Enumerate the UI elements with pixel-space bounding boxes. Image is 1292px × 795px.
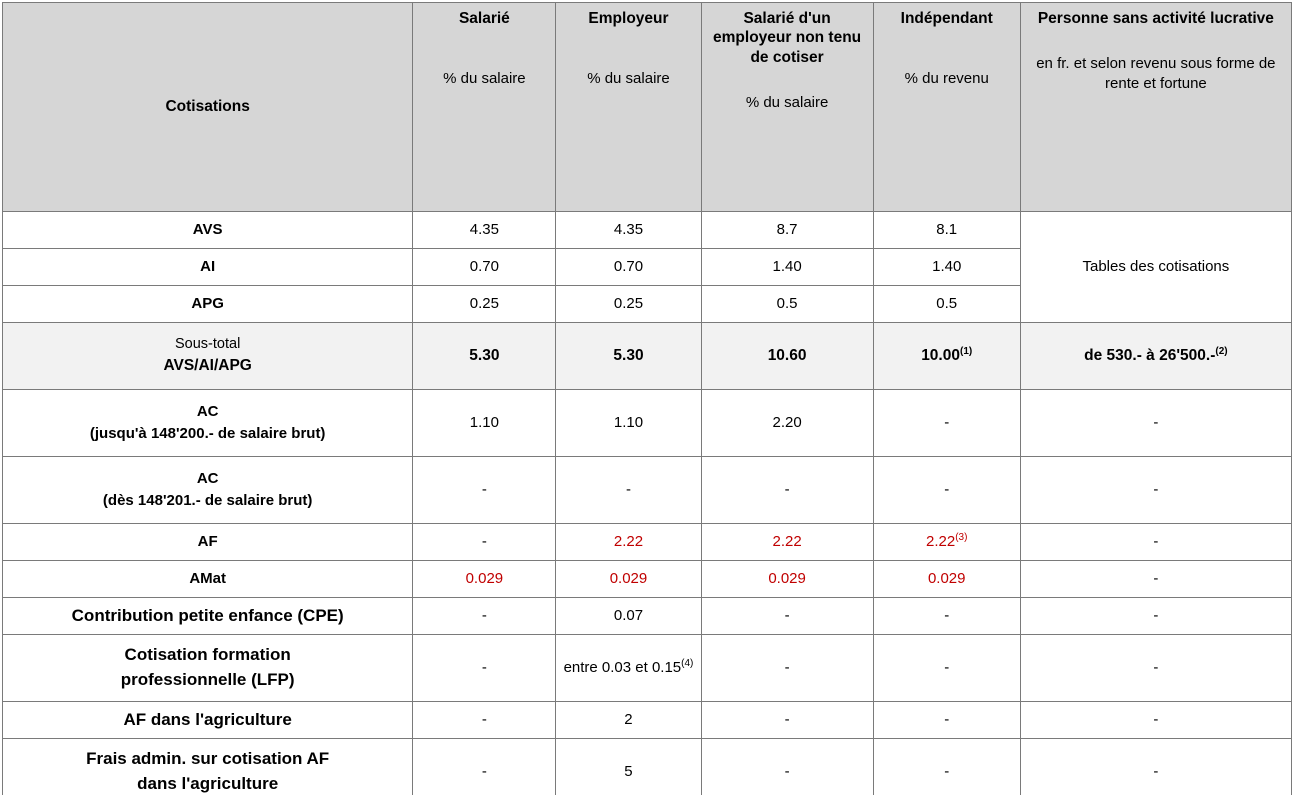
cell-ac1-salarie-non-tenu: 2.20 — [701, 390, 873, 457]
row-label-sous-total-line2: AVS/AI/APG — [163, 357, 252, 375]
table-row — [3, 739, 1292, 795]
cell-cpe-independant: - — [873, 598, 1020, 635]
cell-soustotal-employeur: 5.30 — [556, 323, 701, 390]
cell-ac2-sans-activite: - — [1020, 457, 1291, 524]
cell-af-sans-activite: - — [1020, 524, 1291, 561]
table-row — [3, 524, 1292, 561]
column-header-employeur — [556, 3, 701, 212]
cell-avs-employeur: 4.35 — [556, 212, 701, 249]
cell-apg-salarie: 0.25 — [413, 286, 556, 323]
cell-ac1-salarie: 1.10 — [413, 390, 556, 457]
cell-afagri-independant: - — [873, 702, 1020, 739]
cell-ac2-employeur: - — [556, 457, 701, 524]
column-header-cotisations — [3, 3, 413, 212]
cotisations-table — [2, 2, 1292, 795]
column-header-salarie-note: % du salaire — [443, 70, 526, 88]
cell-af-independant-value: 2.22 — [925, 533, 956, 551]
cell-afagri-employeur: 2 — [556, 702, 701, 739]
cell-apg-employeur: 0.25 — [556, 286, 701, 323]
cell-ac2-salarie: - — [413, 457, 556, 524]
cell-amat-independant: 0.029 — [873, 561, 1020, 598]
row-label-lfp — [3, 635, 413, 702]
row-label-amat: AMat — [3, 561, 413, 598]
column-header-independant-note: % du revenu — [904, 70, 989, 88]
table-row — [3, 702, 1292, 739]
table-row — [3, 635, 1292, 702]
footnote-marker-2: (2) — [1215, 346, 1228, 358]
cell-lfp-salarie: - — [413, 635, 556, 702]
table-row — [3, 598, 1292, 635]
cell-avs-salarie-non-tenu: 8.7 — [701, 212, 873, 249]
cell-ac2-independant: - — [873, 457, 1020, 524]
cell-ai-independant: 1.40 — [873, 249, 1020, 286]
cell-cpe-employeur: 0.07 — [556, 598, 701, 635]
row-label-ac-des-line2: (dès 148'201.- de salaire brut) — [102, 492, 313, 509]
cell-soustotal-sans-activite — [1020, 323, 1291, 390]
table-row-subtotal — [3, 323, 1292, 390]
row-label-af: AF — [3, 524, 413, 561]
cell-afagri-sans-activite: - — [1020, 702, 1291, 739]
row-label-ac-jusqua — [3, 390, 413, 457]
cell-avs-independant: 8.1 — [873, 212, 1020, 249]
footnote-marker-4: (4) — [681, 658, 694, 670]
cell-tables-des-cotisations: Tables des cotisations — [1020, 212, 1291, 323]
cell-lfp-salarie-non-tenu: - — [701, 635, 873, 702]
row-label-sous-total — [3, 323, 413, 390]
column-header-employeur-title: Employeur — [588, 10, 669, 27]
row-label-cpe: Contribution petite enfance (CPE) — [3, 598, 413, 635]
cell-ac1-employeur: 1.10 — [556, 390, 701, 457]
row-label-af-agriculture: AF dans l'agriculture — [3, 702, 413, 739]
column-header-salarie-non-tenu-title: Salarié d'un employeur non tenu de cotiser — [713, 10, 862, 66]
column-header-independant — [873, 3, 1020, 212]
cell-afagri-salarie: - — [413, 702, 556, 739]
cell-ac2-salarie-non-tenu: - — [701, 457, 873, 524]
cell-af-salarie: - — [413, 524, 556, 561]
column-header-employeur-note: % du salaire — [587, 70, 670, 88]
cell-frais-independant: - — [873, 739, 1020, 795]
row-label-lfp-line2: professionnelle (LFP) — [120, 670, 295, 689]
cell-soustotal-independant — [873, 323, 1020, 390]
row-label-apg: APG — [3, 286, 413, 323]
cell-ai-salarie: 0.70 — [413, 249, 556, 286]
footnote-marker-3: (3) — [955, 532, 968, 544]
cell-amat-salarie-non-tenu: 0.029 — [701, 561, 873, 598]
cell-lfp-employeur — [556, 635, 701, 702]
column-header-salarie-non-tenu — [701, 3, 873, 212]
table-row — [3, 390, 1292, 457]
cell-cpe-sans-activite: - — [1020, 598, 1291, 635]
cell-amat-salarie: 0.029 — [413, 561, 556, 598]
cell-amat-sans-activite: - — [1020, 561, 1291, 598]
cell-soustotal-independant-value: 10.00 — [921, 347, 960, 365]
cell-apg-salarie-non-tenu: 0.5 — [701, 286, 873, 323]
table-row — [3, 212, 1292, 249]
row-label-lfp-line1: Cotisation formation — [124, 645, 291, 665]
cell-soustotal-salarie-non-tenu: 10.60 — [701, 323, 873, 390]
row-label-ai: AI — [3, 249, 413, 286]
row-label-ac-jusqua-line1: AC — [196, 403, 219, 421]
cell-lfp-sans-activite: - — [1020, 635, 1291, 702]
row-label-avs: AVS — [3, 212, 413, 249]
cell-af-salarie-non-tenu: 2.22 — [701, 524, 873, 561]
row-label-frais-admin-line1: Frais admin. sur cotisation AF — [86, 749, 330, 769]
cell-ac1-sans-activite: - — [1020, 390, 1291, 457]
table-header-row — [3, 3, 1292, 212]
column-header-salarie-non-tenu-note: % du salaire — [745, 94, 829, 112]
cell-frais-salarie: - — [413, 739, 556, 795]
column-header-salarie-title: Salarié — [458, 10, 510, 27]
footnote-marker-1: (1) — [959, 346, 973, 358]
row-label-frais-admin-af-agriculture — [3, 739, 413, 795]
row-label-ac-des-line1: AC — [196, 470, 219, 488]
cell-afagri-salarie-non-tenu: - — [701, 702, 873, 739]
cell-ai-salarie-non-tenu: 1.40 — [701, 249, 873, 286]
row-label-sous-total-line1: Sous-total — [175, 336, 241, 353]
cell-af-independant — [873, 524, 1020, 561]
row-label-frais-admin-line2: dans l'agriculture — [137, 774, 279, 793]
column-header-cotisations-label: Cotisations — [165, 98, 250, 116]
cell-apg-independant: 0.5 — [873, 286, 1020, 323]
column-header-sans-activite — [1020, 3, 1291, 212]
cell-frais-employeur: 5 — [556, 739, 701, 795]
cell-avs-salarie: 4.35 — [413, 212, 556, 249]
cell-lfp-independant: - — [873, 635, 1020, 702]
table-row — [3, 561, 1292, 598]
cell-amat-employeur: 0.029 — [556, 561, 701, 598]
column-header-sans-activite-note: en fr. et selon revenu sous forme de rente et fortune — [1036, 55, 1276, 92]
cell-frais-sans-activite: - — [1020, 739, 1291, 795]
cell-soustotal-sans-activite-value: de 530.- à 26'500.- — [1084, 347, 1216, 365]
row-label-ac-jusqua-line2: (jusqu'à 148'200.- de salaire brut) — [89, 425, 326, 442]
row-label-ac-des — [3, 457, 413, 524]
cell-af-employeur: 2.22 — [556, 524, 701, 561]
cell-ac1-independant: - — [873, 390, 1020, 457]
cell-ai-employeur: 0.70 — [556, 249, 701, 286]
column-header-sans-activite-title: Personne sans activité lucrative — [1037, 10, 1274, 27]
cell-lfp-employeur-value: entre 0.03 et 0.15 — [563, 659, 682, 677]
table-row — [3, 457, 1292, 524]
cell-cpe-salarie: - — [413, 598, 556, 635]
column-header-salarie — [413, 3, 556, 212]
cell-soustotal-salarie: 5.30 — [413, 323, 556, 390]
column-header-independant-title: Indépendant — [900, 10, 993, 27]
cell-cpe-salarie-non-tenu: - — [701, 598, 873, 635]
cell-frais-salarie-non-tenu: - — [701, 739, 873, 795]
